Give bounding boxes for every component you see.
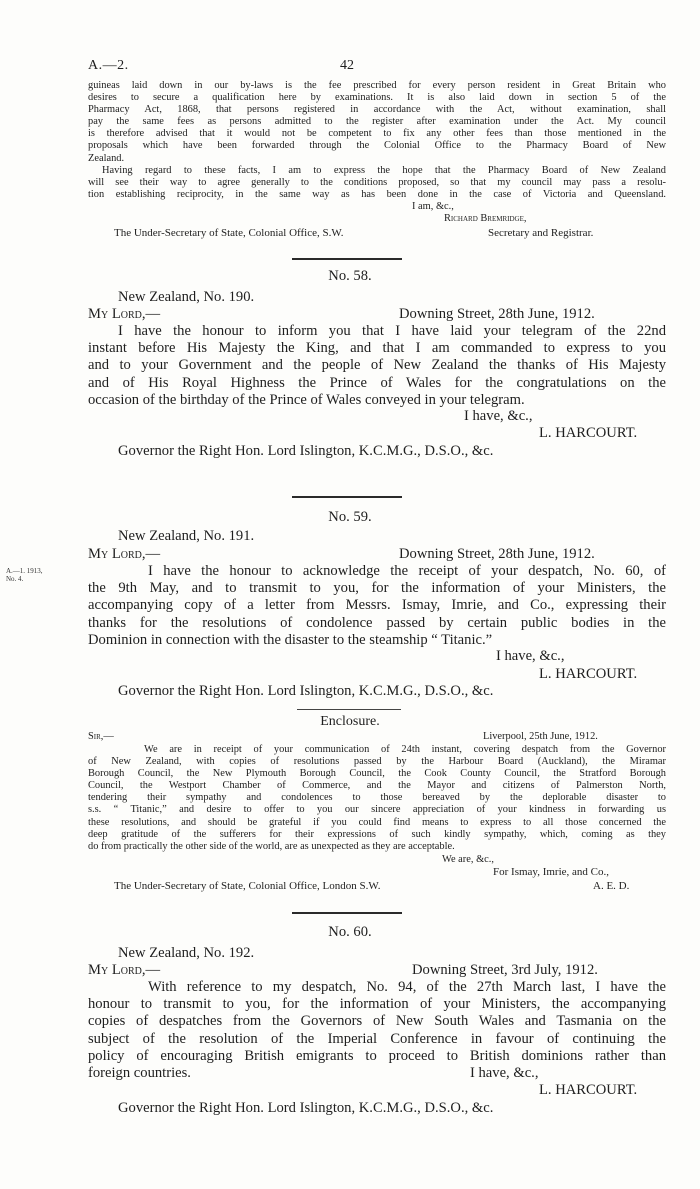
text-line: these resolutions, and should be grateful if you could find means to express to all those concerned the [88,816,666,828]
despatch-reference: New Zealand, No. 191. [118,528,255,544]
text-line: do from practically the other side of the world, are as unexpected as they are acceptable. [88,840,455,852]
letter-closing: I am, &c., [412,201,454,212]
place-date: Downing Street, 28th June, 1912. [399,306,595,322]
text-line: We are in receipt of your communication of 24th instant, covering despatch from the Governor [144,744,666,755]
salutation: My Lord,— [88,546,161,562]
salutation: Sir,— [88,731,114,742]
margin-reference-line: No. 4. [6,575,24,583]
text-line: and of His Royal Highness the Prince of Wales for the congratulations on the [88,374,666,391]
text-line: With reference to my despatch, No. 94, of the 27th March last, I have the [148,979,666,995]
despatch-reference: New Zealand, No. 192. [118,945,255,961]
text-line: desires to secure a qualification here by examinations. It is also laid down in section 5 of the [88,92,666,104]
text-line: thanks for the resolutions of condolence passed by certain public bodies in the [88,614,666,631]
text-line: copies of despatches from the Governors of New South Wales and Tasmania on the [88,1013,666,1030]
text-line: tendering their sympathy and condolences to those bereaved by the deplorable disaster to [88,792,666,804]
despatch-heading-58: No. 58. [328,268,372,284]
text-line: pay the same fees as persons admitted to the register after examination under the Act. My council [88,116,666,128]
text-line: Dominion in connection with the disaster to the steamship “ Titanic.” [88,631,493,648]
text-line: occasion of the birthday of the Prince of Wales conveyed in your telegram. [88,391,525,408]
text-line: I have the honour to inform you that I have laid your telegram of the 22nd [118,323,666,339]
section-divider [292,496,402,498]
despatch-heading-60: No. 60. [328,924,372,940]
signature-title: Secretary and Registrar. [488,227,594,239]
place-date: Liverpool, 25th June, 1912. [483,731,598,742]
text-line: policy of encouraging British emigrants to proceed to British dominions rather than [88,1047,666,1064]
letter-signature: L. HARCOURT. [539,1082,638,1098]
text-line: deep gratitude of the sufferers for their expressions of such kindly sympathy, which, coming as they [88,828,666,840]
letter-signature: Richard Bremridge, [444,213,527,224]
letter-signature: L. HARCOURT. [539,425,638,441]
place-date: Downing Street, 3rd July, 1912. [412,962,598,978]
letter-closing: I have, &c., [464,408,533,424]
despatch-reference: New Zealand, No. 190. [118,289,255,305]
despatch-body-59 [88,563,666,649]
text-line: Having regard to these facts, I am to express the hope that the Pharmacy Board of New Zealand [102,165,666,176]
text-line: the 9th May, and to transmit to you, for the information of your Ministers, the [88,580,666,597]
enclosure-body [88,744,666,853]
letter-addressee: The Under-Secretary of State, Colonial Office, S.W. [114,227,344,239]
signature-initials: A. E. D. [593,880,630,892]
margin-reference-line: A.—1. 1913, [6,567,43,575]
header-reference: A.—2. [88,58,129,73]
place-date: Downing Street, 28th June, 1912. [399,546,595,562]
text-line: proposals which have been forwarded through the Colonial Office to the Pharmacy Board of New [88,140,666,152]
letter-closing: I have, &c., [496,648,565,664]
text-line: will see their way to agree generally to the conditions proposed, so that my council may pass a resolu- [88,177,666,189]
letter-addressee: Governor the Right Hon. Lord Islington, K.C.M.G., D.S.O., &c. [118,683,494,699]
despatch-heading-59: No. 59. [328,509,372,525]
text-line: guineas laid down in our by-laws is the fee prescribed for every person resident in Great Britain who [88,80,666,91]
letter-addressee: Governor the Right Hon. Lord Islington, K.C.M.G., D.S.O., &c. [118,443,494,459]
section-divider [292,258,402,260]
letter-closing: I have, &c., [470,1065,539,1081]
text-line: subject of the resolution of the Imperial Conference in favour of continuing the [88,1030,666,1047]
letter-addressee: Governor the Right Hon. Lord Islington, K.C.M.G., D.S.O., &c. [118,1100,494,1116]
text-line: foreign countries. [88,1064,191,1081]
text-line: instant before His Majesty the King, and that I am commanded to express to you [88,340,666,357]
text-line: Pharmacy Act, 1868, that persons registered in accordance with the Act, without examination, shall [88,104,666,116]
letter-signature: For Ismay, Imrie, and Co., [493,866,609,878]
top-letter-paragraph-2 [88,165,666,201]
section-divider [292,912,402,914]
despatch-body-58 [88,323,666,409]
text-line: Zealand. [88,152,125,164]
text-line: of New Zealand, with copies of resolutions passed by the Harbour Board (Auckland), the Miramar [88,756,666,768]
text-line: Council, the Westport Chamber of Commerce, and the Mayor and citizens of Palmerston North, [88,780,666,792]
despatch-body-60 [88,979,666,1082]
text-line: I have the honour to acknowledge the receipt of your despatch, No. 60, of [148,563,666,579]
text-line: honour to transmit to you, for the information of your Ministers, the accompanying [88,996,666,1013]
letter-addressee: The Under-Secretary of State, Colonial Office, London S.W. [114,880,381,892]
text-line: accompanying copy of a letter from Messrs. Ismay, Imrie, and Co., expressing their [88,597,666,614]
top-letter-paragraph-1 [88,80,666,165]
text-line: Borough Council, the New Plymouth Borough Council, the Cook County Council, the Stratford Borough [88,768,666,780]
enclosure-heading: Enclosure. [320,714,380,729]
text-line: tion establishing reciprocity, in the same way as has been done in the case of Victoria and Queensland. [88,189,666,201]
margin-reference [6,567,43,583]
letter-signature: L. HARCOURT. [539,666,638,682]
text-line: is therefore advised that it would not be competent to fix any other fees than those mentioned in the [88,128,666,140]
salutation: My Lord,— [88,306,161,322]
letter-closing: We are, &c., [442,854,494,865]
enclosure-divider [297,709,401,710]
text-line: s.s. “ Titanic,” and desire to offer to you our sincere appreciation of your kindness in forwarding us [88,804,666,816]
page-number: 42 [340,58,354,73]
salutation: My Lord,— [88,962,161,978]
text-line: and to your Government and the people of New Zealand the thanks of His Majesty [88,357,666,374]
